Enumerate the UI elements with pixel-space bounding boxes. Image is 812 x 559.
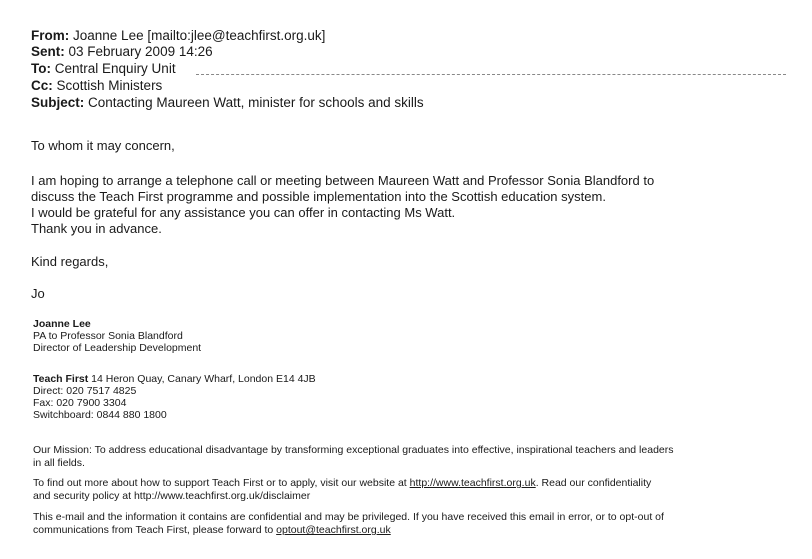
signature-fax: Fax: 020 7900 3304 [33,397,127,409]
from-value: Joanne Lee [mailto:jlee@teachfirst.org.uk] [73,28,326,43]
sent-value: 03 February 2009 14:26 [68,44,213,59]
subject-value: Contacting Maureen Watt, minister for schools and skills [88,95,424,110]
confidentiality-notice [33,511,773,537]
signature-direct: Direct: 020 7517 4825 [33,385,137,397]
signature-org: Teach First [33,373,89,385]
support-line-2: and security policy at http://www.teachfirst.org.uk/disclaimer [33,490,311,502]
confidential-text: communications from Teach First, please forward to [33,524,277,536]
signature-role-2: Director of Leadership Development [33,342,202,354]
body-line-3: I would be grateful for any assistance you can offer in contacting Ms Watt. [31,205,456,220]
confidential-line-1: This e-mail and the information it contains are confidential and may be privileged. If you have received this email in error, or to opt-out of [33,511,664,523]
optout-email-link[interactable]: optout@teachfirst.org.uk [276,524,391,536]
redaction-dash-line [196,74,786,75]
signature-name: Joanne Lee [33,318,91,330]
cc-value: Scottish Ministers [56,78,163,93]
cc-line [31,78,162,94]
to-line [31,61,176,77]
from-label: From: [31,28,70,43]
mission-line-1: Our Mission: To address educational disadvantage by transforming exceptional graduates into effective, inspirational teachers and leaders [33,444,674,456]
website-link[interactable]: http://www.teachfirst.org.uk [409,477,536,489]
subject-label: Subject: [31,95,85,110]
signature-address-line [33,373,316,385]
sent-line [31,44,213,60]
closing: Kind regards, [31,254,109,269]
confidential-line-2 [33,524,773,537]
support-text-post: . Read our confidentiality [535,477,652,489]
signature-address: 14 Heron Quay, Canary Wharf, London E14 4JB [88,373,316,385]
body-line-4: Thank you in advance. [31,221,162,236]
greeting: To whom it may concern, [31,138,175,153]
to-value: Central Enquiry Unit [54,61,176,76]
support-line-1 [33,477,773,490]
signoff: Jo [31,286,45,301]
support-text: To find out more about how to support Teach First or to apply, visit our website at [33,477,410,489]
subject-line [31,95,424,111]
support-paragraph [33,477,773,503]
signature-switchboard: Switchboard: 0844 880 1800 [33,409,167,421]
cc-label: Cc: [31,78,53,93]
body-line-1: I am hoping to arrange a telephone call or meeting between Maureen Watt and Professor Sonia Blandford to [31,173,655,188]
sent-label: Sent: [31,44,65,59]
body-line-2: discuss the Teach First programme and possible implementation into the Scottish education system. [31,189,606,204]
mission-line-2: in all fields. [33,457,85,469]
from-line [31,28,325,44]
mission-statement [33,444,773,470]
to-label: To: [31,61,51,76]
signature-role-1: PA to Professor Sonia Blandford [33,330,183,342]
